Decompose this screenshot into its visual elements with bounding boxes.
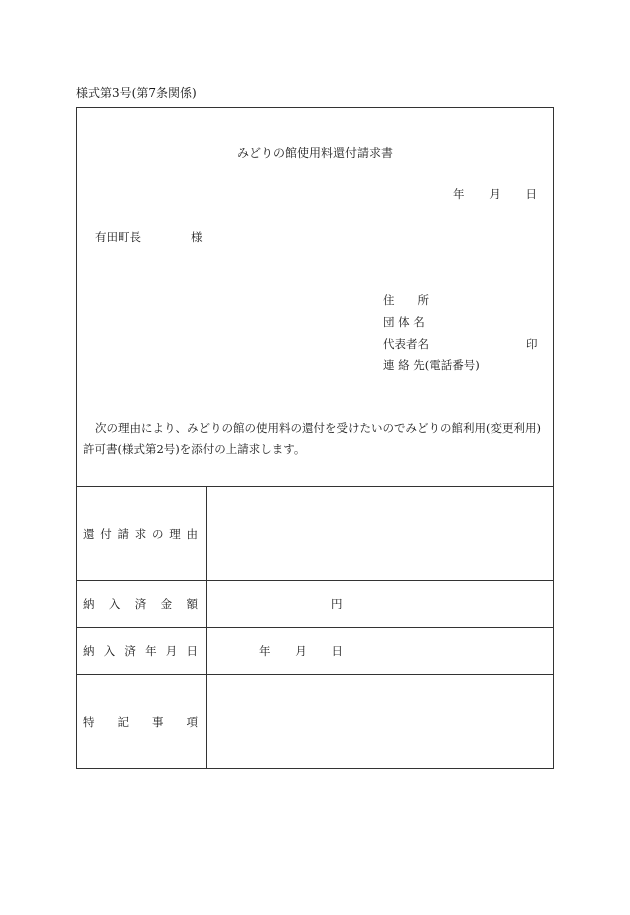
request-form-frame (76, 107, 554, 769)
table-row-amount (77, 581, 553, 628)
form-number-label: 様式第3号(第7条関係) (76, 86, 197, 100)
reason-field[interactable] (207, 487, 553, 580)
applicant-organization-label: 団 体 名 (383, 315, 425, 329)
applicant-contact-label: 連 絡 先(電話番号) (383, 358, 480, 372)
seal-mark: 印 (526, 337, 538, 351)
table-row-paid-date (77, 628, 553, 675)
date-year: 年 (453, 187, 465, 201)
addressee (95, 229, 203, 245)
paid-date-year: 年 (259, 644, 271, 658)
reason-label-cell (77, 487, 207, 580)
addressee-honorific: 様 (191, 230, 203, 244)
amount-label: 納入済金額 (83, 597, 198, 611)
remarks-field[interactable] (207, 675, 553, 769)
details-table (77, 486, 553, 769)
request-statement: 次の理由により、みどりの館の使用料の還付を受けたいのでみどりの館利用(変更利用)許可書(様式第2号)を添付の上請求します。 (83, 421, 541, 456)
paid-date-day: 日 (331, 644, 343, 658)
paid-date-month: 月 (295, 644, 307, 658)
applicant-representative-label: 代表者名 (383, 337, 429, 351)
paid-date-field[interactable] (207, 628, 553, 674)
request-date-line (453, 186, 537, 202)
remarks-label: 特記事項 (83, 715, 198, 729)
paid-date-label: 納入済年月日 (83, 644, 198, 658)
paid-date-units (259, 643, 343, 659)
yen-unit: 円 (331, 597, 343, 611)
date-month: 月 (489, 187, 501, 201)
table-row-reason (77, 487, 553, 581)
form-title: みどりの館使用料還付請求書 (236, 146, 393, 160)
remarks-label-cell (77, 675, 207, 769)
amount-label-cell (77, 581, 207, 627)
reason-label: 還付請求の理由 (83, 526, 198, 541)
table-row-remarks (77, 675, 553, 769)
addressee-name: 有田町長 (95, 230, 141, 244)
applicant-address-label: 住 所 (383, 293, 429, 307)
date-day: 日 (525, 187, 537, 201)
amount-field[interactable] (207, 581, 553, 627)
paid-date-label-cell (77, 628, 207, 674)
